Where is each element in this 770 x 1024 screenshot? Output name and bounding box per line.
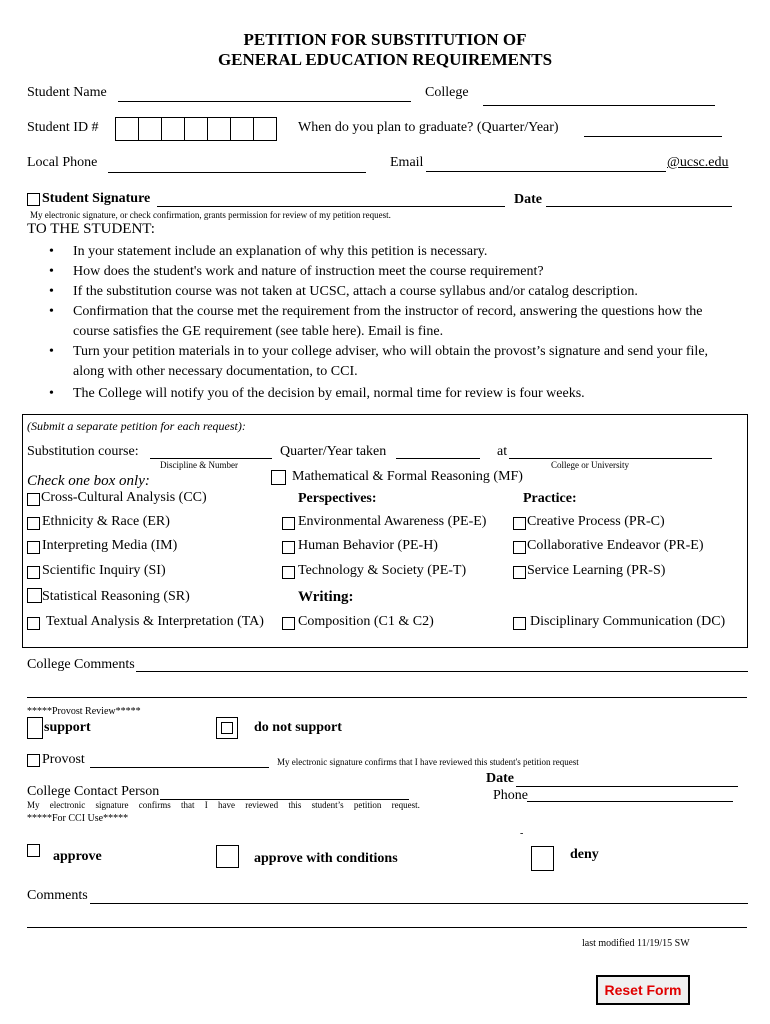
instruction-item: • Confirmation that the course met the requirement from the instructor of record, answering the questions how the course satisfies the GE requirement (see table here). Email is fine. — [27, 302, 727, 342]
student-name-field[interactable] — [118, 101, 411, 102]
contact-note: My electronic signature confirms that I have reviewed this student’s petition request. — [27, 800, 420, 810]
deny-label: deny — [570, 847, 599, 862]
pr-s-label: Service Learning (PR-S) — [527, 563, 666, 578]
support-checkbox[interactable] — [27, 717, 43, 739]
substitution-course-label: Substitution course: — [27, 444, 139, 459]
college-university-caption: College or University — [551, 460, 629, 470]
comments-field-2[interactable] — [27, 927, 747, 928]
pe-h-checkbox[interactable] — [282, 541, 295, 554]
pe-h-label: Human Behavior (PE-H) — [298, 538, 438, 553]
id-digit-box[interactable] — [207, 117, 231, 141]
quarter-year-field[interactable] — [396, 458, 480, 459]
id-digit-box[interactable] — [115, 117, 139, 141]
pr-s-checkbox[interactable] — [513, 566, 526, 579]
approve-conditions-label: approve with conditions — [254, 851, 398, 866]
local-phone-label: Local Phone — [27, 155, 98, 170]
dc-checkbox[interactable] — [513, 617, 526, 630]
si-checkbox[interactable] — [27, 566, 40, 579]
practice-heading: Practice: — [523, 491, 577, 506]
substitution-course-field[interactable] — [150, 458, 272, 459]
c1-c2-label: Composition (C1 & C2) — [298, 614, 434, 629]
discipline-number-caption: Discipline & Number — [160, 460, 238, 470]
graduate-label: When do you plan to graduate? (Quarter/Year) — [298, 120, 559, 135]
last-modified: last modified 11/19/15 SW — [582, 938, 690, 949]
dash-mark: - — [520, 828, 524, 839]
phone-label: Phone — [493, 788, 528, 803]
phone-field[interactable] — [527, 801, 733, 802]
pr-e-checkbox[interactable] — [513, 541, 526, 554]
im-checkbox[interactable] — [27, 541, 40, 554]
approve-label: approve — [53, 849, 102, 864]
instruction-item: • How does the student's work and nature of instruction meet the course requirement? — [27, 262, 727, 282]
to-student-heading: TO THE STUDENT: — [27, 221, 155, 237]
college-university-field[interactable] — [509, 458, 712, 459]
at-label: at — [497, 444, 508, 459]
graduate-field[interactable] — [584, 136, 722, 137]
c1-c2-checkbox[interactable] — [282, 617, 295, 630]
college-field[interactable] — [483, 105, 715, 106]
instruction-item: • If the substitution course was not taken at UCSC, attach a course syllabus and/or catalog description. — [27, 282, 727, 302]
signature-note: My electronic signature, or check confirmation, grants permission for review of my petition request. — [30, 210, 391, 220]
college-comments-field-2[interactable] — [27, 697, 747, 698]
dc-label: Disciplinary Communication (DC) — [530, 614, 726, 629]
ta-label: Textual Analysis & Interpretation (TA) — [46, 614, 264, 629]
student-signature-field[interactable] — [157, 206, 505, 207]
writing-heading: Writing: — [298, 589, 354, 605]
pr-e-label: Collaborative Endeavor (PR-E) — [527, 538, 704, 553]
date-label: Date — [514, 192, 542, 207]
contact-person-label: College Contact Person — [27, 784, 160, 799]
student-signature-label: Student Signature — [42, 191, 151, 206]
reset-form-button[interactable]: Reset Form — [596, 975, 690, 1005]
email-label: Email — [390, 155, 424, 170]
form-title-line2: GENERAL EDUCATION REQUIREMENTS — [217, 50, 553, 69]
form-title-line1: PETITION FOR SUBSTITUTION OF — [243, 30, 527, 49]
deny-checkbox[interactable] — [531, 846, 554, 871]
email-domain: @ucsc.edu — [667, 155, 729, 170]
er-checkbox[interactable] — [27, 517, 40, 530]
do-not-support-checkbox-inner — [221, 722, 233, 734]
college-comments-field[interactable] — [136, 671, 748, 672]
pe-e-checkbox[interactable] — [282, 517, 295, 530]
pr-c-label: Creative Process (PR-C) — [527, 514, 665, 529]
signature-checkbox[interactable] — [27, 193, 40, 206]
student-name-label: Student Name — [27, 85, 107, 100]
id-digit-box[interactable] — [253, 117, 277, 141]
mf-label: Mathematical & Formal Reasoning (MF) — [292, 469, 523, 484]
do-not-support-label: do not support — [254, 720, 342, 735]
provost-signature-field[interactable] — [90, 767, 269, 768]
instruction-item: • In your statement include an explanation of why this petition is necessary. — [27, 242, 727, 262]
id-digit-box[interactable] — [184, 117, 208, 141]
cc-checkbox[interactable] — [27, 493, 40, 506]
approve-checkbox[interactable] — [27, 844, 40, 857]
provost-date-label: Date — [486, 771, 514, 786]
approve-conditions-checkbox[interactable] — [216, 845, 239, 868]
provost-date-field[interactable] — [516, 786, 738, 787]
quarter-year-label: Quarter/Year taken — [280, 444, 387, 459]
id-digit-box[interactable] — [161, 117, 185, 141]
cci-use-heading: *****For CCI Use***** — [27, 813, 129, 824]
er-label: Ethnicity & Race (ER) — [42, 514, 170, 529]
provost-checkbox[interactable] — [27, 754, 40, 767]
pe-e-label: Environmental Awareness (PE-E) — [298, 514, 487, 529]
college-label: College — [425, 85, 469, 100]
pe-t-label: Technology & Society (PE-T) — [298, 563, 467, 578]
perspectives-heading: Perspectives: — [298, 491, 377, 506]
ta-checkbox[interactable] — [27, 617, 40, 630]
separate-petition-note: (Submit a separate petition for each request): — [27, 419, 246, 433]
sr-label: Statistical Reasoning (SR) — [42, 589, 190, 604]
comments-field[interactable] — [90, 903, 748, 904]
local-phone-field[interactable] — [108, 172, 366, 173]
instruction-item: • The College will notify you of the decision by email, normal time for review is four weeks. — [27, 384, 727, 404]
provost-review-heading: *****Provost Review***** — [27, 706, 141, 717]
instruction-item: • Turn your petition materials in to your college adviser, who will obtain the provost’s signature and send your file, along with other necessary documentation, to CCI. — [27, 342, 727, 382]
pe-t-checkbox[interactable] — [282, 566, 295, 579]
email-field[interactable] — [426, 171, 666, 172]
si-label: Scientific Inquiry (SI) — [42, 563, 166, 578]
provost-note: My electronic signature confirms that I have reviewed this student's petition request — [277, 757, 579, 767]
do-not-support-checkbox-outer[interactable] — [216, 717, 238, 739]
date-field[interactable] — [546, 206, 732, 207]
id-digit-box[interactable] — [138, 117, 162, 141]
provost-label: Provost — [42, 752, 85, 767]
cc-label: Cross-Cultural Analysis (CC) — [41, 490, 207, 505]
pr-c-checkbox[interactable] — [513, 517, 526, 530]
student-id-label: Student ID # — [27, 120, 99, 135]
sr-checkbox[interactable] — [27, 588, 42, 603]
instructions-list — [27, 242, 727, 404]
college-comments-label: College Comments — [27, 657, 135, 672]
support-label: support — [44, 720, 91, 735]
check-one-label: Check one box only: — [27, 473, 150, 489]
mf-checkbox[interactable] — [271, 470, 286, 485]
im-label: Interpreting Media (IM) — [42, 538, 178, 553]
id-digit-box[interactable] — [230, 117, 254, 141]
comments-label: Comments — [27, 888, 88, 903]
